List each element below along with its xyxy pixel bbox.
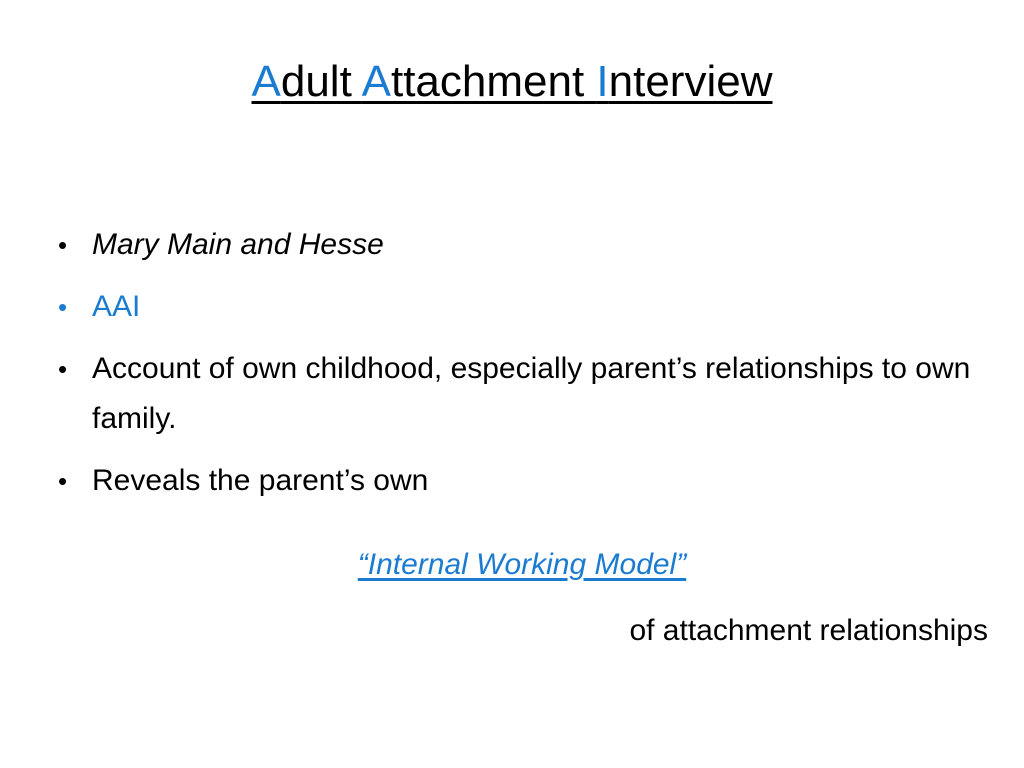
bullet-text-account: Account of own childhood, especially parent’s relationships to own family.	[92, 352, 971, 435]
bullet-item-aai	[58, 282, 998, 332]
title-letter-i-interview: I	[596, 57, 609, 106]
bullet-text-reveals: Reveals the parent’s own	[92, 464, 429, 497]
bullet-item-authors	[58, 220, 998, 270]
bullet-dot-icon: •	[58, 354, 68, 384]
title-letter-a-attachment: A	[361, 57, 391, 106]
bullet-text-authors: Mary Main and Hesse	[92, 228, 384, 261]
title-word-attachment: ttachment	[390, 57, 597, 106]
title-word-interview: nterview	[608, 57, 773, 106]
of-attachment-relationships-text: of attachment relationships	[629, 614, 988, 647]
internal-working-model-link[interactable]: “Internal Working Model”	[357, 548, 687, 581]
bullet-list	[58, 220, 998, 518]
slide-title	[0, 54, 1024, 110]
title-letter-a-adult: A	[251, 57, 281, 106]
bullet-dot-icon: •	[58, 230, 68, 260]
bullet-dot-icon: •	[58, 466, 68, 496]
bullet-item-reveals	[58, 456, 998, 506]
bullet-item-account	[58, 344, 998, 444]
title-word-adult: dult	[280, 57, 362, 106]
bullet-dot-icon: •	[58, 292, 68, 322]
bullet-text-aai: AAI	[92, 290, 141, 323]
